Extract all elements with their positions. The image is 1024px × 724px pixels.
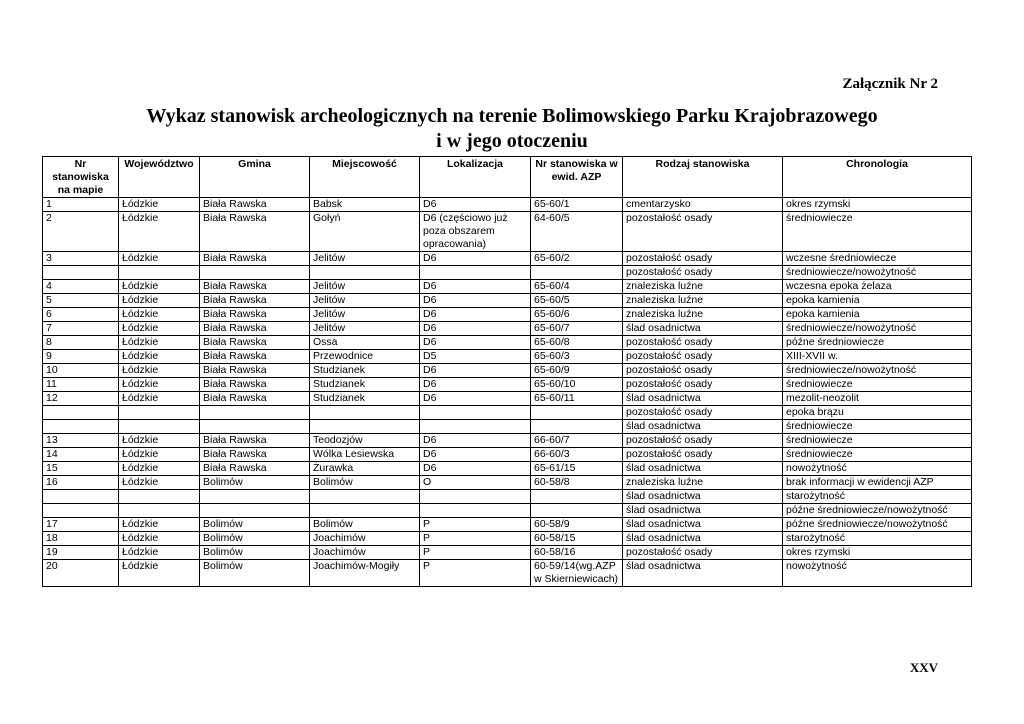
table-cell: 6 — [43, 308, 119, 322]
table-cell: Gołyń — [310, 212, 420, 252]
table-cell — [420, 266, 531, 280]
table-cell: brak informacji w ewidencji AZP — [783, 476, 972, 490]
table-cell: mezolit-neozolit — [783, 392, 972, 406]
table-cell: średniowiecze/nowożytność — [783, 322, 972, 336]
table-cell — [119, 420, 200, 434]
table-cell: Biała Rawska — [200, 392, 310, 406]
table-cell: D6 — [420, 252, 531, 266]
table-cell: pozostałość osady — [623, 252, 783, 266]
table-cell: 65-60/6 — [531, 308, 623, 322]
table-cell: 66-60/7 — [531, 434, 623, 448]
table-cell: Bolimów — [310, 476, 420, 490]
table-cell: znaleziska luźne — [623, 294, 783, 308]
table-cell: nowożytność — [783, 560, 972, 587]
table-cell: 2 — [43, 212, 119, 252]
table-cell: Łódzkie — [119, 448, 200, 462]
table-cell: Łódzkie — [119, 518, 200, 532]
header-cell: Gmina — [200, 157, 310, 198]
table-cell: Studzianek — [310, 364, 420, 378]
table-cell: 65-60/1 — [531, 198, 623, 212]
table-cell — [119, 504, 200, 518]
table-cell: średniowiecze — [783, 212, 972, 252]
table-cell — [200, 490, 310, 504]
table-cell: Teodozjów — [310, 434, 420, 448]
table-cell — [200, 420, 310, 434]
table-row — [43, 490, 972, 504]
table-cell: 60-58/15 — [531, 532, 623, 546]
table-cell: wczesne średniowiecze — [783, 252, 972, 266]
table-cell: D6 — [420, 448, 531, 462]
header-cell: Chronologia — [783, 157, 972, 198]
table-cell: znaleziska luźne — [623, 308, 783, 322]
table-row — [43, 364, 972, 378]
table-cell: średniowiecze/nowożytność — [783, 364, 972, 378]
table-cell: wczesna epoka żelaza — [783, 280, 972, 294]
table-cell — [119, 490, 200, 504]
table-row — [43, 406, 972, 420]
table-cell: Biała Rawska — [200, 336, 310, 350]
table-cell — [43, 490, 119, 504]
table-cell: 65-60/7 — [531, 322, 623, 336]
table-cell: 65-60/10 — [531, 378, 623, 392]
table-cell: Żurawka — [310, 462, 420, 476]
table-row — [43, 434, 972, 448]
table-row — [43, 504, 972, 518]
table-row — [43, 308, 972, 322]
table-cell: ślad osadnictwa — [623, 518, 783, 532]
table-cell: ślad osadnictwa — [623, 490, 783, 504]
table-cell: starożytność — [783, 490, 972, 504]
table-cell: późne średniowiecze/nowożytność — [783, 518, 972, 532]
table-cell: nowożytność — [783, 462, 972, 476]
table-cell: Biała Rawska — [200, 308, 310, 322]
table-cell — [200, 266, 310, 280]
table-row — [43, 448, 972, 462]
table-cell: Biała Rawska — [200, 280, 310, 294]
table-cell: Łódzkie — [119, 322, 200, 336]
table-cell — [420, 406, 531, 420]
table-row — [43, 532, 972, 546]
table-cell: 9 — [43, 350, 119, 364]
table-cell: ślad osadnictwa — [623, 504, 783, 518]
table-cell: Biała Rawska — [200, 252, 310, 266]
table-cell: 66-60/3 — [531, 448, 623, 462]
table-cell: pozostałość osady — [623, 212, 783, 252]
table-row — [43, 420, 972, 434]
table-cell: 65-60/2 — [531, 252, 623, 266]
table-cell: Jelitów — [310, 322, 420, 336]
table-cell: Biała Rawska — [200, 448, 310, 462]
table-cell: Jelitów — [310, 280, 420, 294]
table-cell: Babsk — [310, 198, 420, 212]
table-cell: Łódzkie — [119, 462, 200, 476]
header-cell: Lokalizacja — [420, 157, 531, 198]
table-cell: 20 — [43, 560, 119, 587]
table-cell: 60-58/16 — [531, 546, 623, 560]
table-cell — [43, 420, 119, 434]
table-cell: 65-61/15 — [531, 462, 623, 476]
table-cell: pozostałość osady — [623, 266, 783, 280]
annex-label: Załącznik Nr 2 — [842, 76, 938, 92]
table-cell: 8 — [43, 336, 119, 350]
table-cell: średniowiecze/nowożytność — [783, 266, 972, 280]
table-cell: 65-60/5 — [531, 294, 623, 308]
table-cell: Joachimów — [310, 532, 420, 546]
table-cell: pozostałość osady — [623, 434, 783, 448]
table-cell — [43, 406, 119, 420]
table-cell: D6 — [420, 280, 531, 294]
table-cell: Bolimów — [200, 546, 310, 560]
table-cell: znaleziska luźne — [623, 280, 783, 294]
table-cell: Łódzkie — [119, 378, 200, 392]
table-cell: znaleziska luźne — [623, 476, 783, 490]
table-cell — [200, 406, 310, 420]
table-row — [43, 476, 972, 490]
table-cell — [420, 420, 531, 434]
table-row — [43, 336, 972, 350]
table-cell: D6 — [420, 434, 531, 448]
table-cell: D6 — [420, 378, 531, 392]
table-cell: późne średniowiecze/nowożytność — [783, 504, 972, 518]
table-row — [43, 266, 972, 280]
table-cell: 5 — [43, 294, 119, 308]
table-cell: późne średniowiecze — [783, 336, 972, 350]
table-cell: 60-59/14(wg.AZP w Skierniewicach) — [531, 560, 623, 587]
table-cell: Biała Rawska — [200, 198, 310, 212]
table-cell: Bolimów — [200, 532, 310, 546]
table-cell: P — [420, 518, 531, 532]
table-row — [43, 392, 972, 406]
table-cell: Łódzkie — [119, 532, 200, 546]
sites-table — [42, 156, 972, 587]
table-cell: 19 — [43, 546, 119, 560]
table-cell: cmentarzysko — [623, 198, 783, 212]
table-cell: Biała Rawska — [200, 350, 310, 364]
table-cell: Studzianek — [310, 378, 420, 392]
table-cell: D6 — [420, 364, 531, 378]
table-cell: Biała Rawska — [200, 322, 310, 336]
header-cell: Rodzaj stanowiska — [623, 157, 783, 198]
table-cell: epoka kamienia — [783, 308, 972, 322]
table-cell: Joachimów — [310, 546, 420, 560]
table-row — [43, 252, 972, 266]
table-cell: Łódzkie — [119, 280, 200, 294]
table-cell: Łódzkie — [119, 252, 200, 266]
table-cell: Łódzkie — [119, 392, 200, 406]
table-cell: Ossa — [310, 336, 420, 350]
table-cell: ślad osadnictwa — [623, 560, 783, 587]
table-cell: Biała Rawska — [200, 212, 310, 252]
table-cell — [531, 266, 623, 280]
table-cell: okres rzymski — [783, 546, 972, 560]
table-cell: Łódzkie — [119, 212, 200, 252]
table-cell — [310, 420, 420, 434]
table-cell: D6 (częściowo już poza obszarem opracowania) — [420, 212, 531, 252]
table-row — [43, 518, 972, 532]
table-cell: 11 — [43, 378, 119, 392]
table-cell: Łódzkie — [119, 350, 200, 364]
table-cell: ślad osadnictwa — [623, 420, 783, 434]
table-cell — [119, 406, 200, 420]
table-cell: pozostałość osady — [623, 336, 783, 350]
table-cell: 60-58/9 — [531, 518, 623, 532]
table-cell: Biała Rawska — [200, 364, 310, 378]
table-body — [43, 198, 972, 587]
table-cell: Jelitów — [310, 308, 420, 322]
header-cell: Województwo — [119, 157, 200, 198]
table-cell: D6 — [420, 462, 531, 476]
table-row — [43, 280, 972, 294]
table-cell: starożytność — [783, 532, 972, 546]
table-cell: 65-60/8 — [531, 336, 623, 350]
header-cell: Miejscowość — [310, 157, 420, 198]
table-cell: 65-60/9 — [531, 364, 623, 378]
table-cell: 12 — [43, 392, 119, 406]
table-cell: O — [420, 476, 531, 490]
table-row — [43, 212, 972, 252]
table-cell: pozostałość osady — [623, 448, 783, 462]
table-cell: średniowiecze — [783, 420, 972, 434]
table-cell: Biała Rawska — [200, 378, 310, 392]
table-cell: ślad osadnictwa — [623, 532, 783, 546]
table-cell: pozostałość osady — [623, 406, 783, 420]
table-cell: Joachimów-Mogiły — [310, 560, 420, 587]
table-cell — [420, 490, 531, 504]
page-number: XXV — [909, 660, 938, 675]
table-cell — [200, 504, 310, 518]
table-cell: D6 — [420, 308, 531, 322]
table-cell: Jelitów — [310, 252, 420, 266]
table-cell: średniowiecze — [783, 434, 972, 448]
table-cell — [43, 266, 119, 280]
table-cell: 64-60/5 — [531, 212, 623, 252]
table-cell: 4 — [43, 280, 119, 294]
table-cell: Biała Rawska — [200, 294, 310, 308]
table-cell: średniowiecze — [783, 378, 972, 392]
table-cell — [531, 406, 623, 420]
table-cell: 65-60/11 — [531, 392, 623, 406]
table-cell: ślad osadnictwa — [623, 322, 783, 336]
table-cell: Łódzkie — [119, 476, 200, 490]
table-cell — [531, 504, 623, 518]
table-cell: 14 — [43, 448, 119, 462]
table-cell: Łódzkie — [119, 198, 200, 212]
table-row — [43, 198, 972, 212]
table-cell: średniowiecze — [783, 448, 972, 462]
table-cell — [310, 504, 420, 518]
table-cell: 17 — [43, 518, 119, 532]
table-cell: Przewodnice — [310, 350, 420, 364]
table-cell: Bolimów — [200, 476, 310, 490]
table-cell: Bolimów — [310, 518, 420, 532]
table-cell: 18 — [43, 532, 119, 546]
table-cell: 16 — [43, 476, 119, 490]
table-cell: epoka brązu — [783, 406, 972, 420]
table-cell: P — [420, 532, 531, 546]
table-cell — [310, 406, 420, 420]
title-line-2: i w jego otoczeniu — [436, 130, 588, 152]
table-cell: D6 — [420, 198, 531, 212]
table-row — [43, 294, 972, 308]
table-cell: pozostałość osady — [623, 364, 783, 378]
table-cell: Łódzkie — [119, 336, 200, 350]
document-title — [0, 104, 1024, 154]
table-cell: P — [420, 546, 531, 560]
table-cell: pozostałość osady — [623, 350, 783, 364]
table-cell: D6 — [420, 336, 531, 350]
table-cell: D6 — [420, 294, 531, 308]
table-cell: 7 — [43, 322, 119, 336]
table-cell: 65-60/3 — [531, 350, 623, 364]
table-cell: Biała Rawska — [200, 462, 310, 476]
table-cell: pozostałość osady — [623, 546, 783, 560]
header-cell: Nr stanowiska na mapie — [43, 157, 119, 198]
table-cell — [310, 266, 420, 280]
table-cell: Bolimów — [200, 518, 310, 532]
table-row — [43, 462, 972, 476]
table-row — [43, 322, 972, 336]
title-line-1: Wykaz stanowisk archeologicznych na terenie Bolimowskiego Parku Krajobrazowego — [146, 105, 878, 127]
table-cell: Łódzkie — [119, 434, 200, 448]
table-cell: 65-60/4 — [531, 280, 623, 294]
table-row — [43, 560, 972, 587]
table-row — [43, 350, 972, 364]
table-cell: Łódzkie — [119, 308, 200, 322]
table-cell: Łódzkie — [119, 364, 200, 378]
table-cell — [119, 266, 200, 280]
table-cell: okres rzymski — [783, 198, 972, 212]
table-cell: epoka kamienia — [783, 294, 972, 308]
table-cell: Studzianek — [310, 392, 420, 406]
table-cell — [420, 504, 531, 518]
table-cell: ślad osadnictwa — [623, 462, 783, 476]
table-cell: 13 — [43, 434, 119, 448]
table-cell: pozostałość osady — [623, 378, 783, 392]
table-row — [43, 378, 972, 392]
table-cell: 1 — [43, 198, 119, 212]
table-cell: XIII-XVII w. — [783, 350, 972, 364]
table-cell: Łódzkie — [119, 560, 200, 587]
table-cell: 10 — [43, 364, 119, 378]
table-cell — [531, 490, 623, 504]
header-cell: Nr stanowiska w ewid. AZP — [531, 157, 623, 198]
table-cell: D6 — [420, 322, 531, 336]
table-cell: P — [420, 560, 531, 587]
table-cell: D5 — [420, 350, 531, 364]
table-cell: Bolimów — [200, 560, 310, 587]
table-cell: ślad osadnictwa — [623, 392, 783, 406]
table-header-row — [43, 157, 972, 198]
table-cell: D6 — [420, 392, 531, 406]
table-cell: Wólka Lesiewska — [310, 448, 420, 462]
table-cell: Jelitów — [310, 294, 420, 308]
table-cell — [310, 490, 420, 504]
table-cell — [531, 420, 623, 434]
table-cell — [43, 504, 119, 518]
table-cell: Łódzkie — [119, 294, 200, 308]
table-cell: 60-58/8 — [531, 476, 623, 490]
table-cell: 3 — [43, 252, 119, 266]
table-cell: Biała Rawska — [200, 434, 310, 448]
table-cell: Łódzkie — [119, 546, 200, 560]
table-row — [43, 546, 972, 560]
table-cell: 15 — [43, 462, 119, 476]
